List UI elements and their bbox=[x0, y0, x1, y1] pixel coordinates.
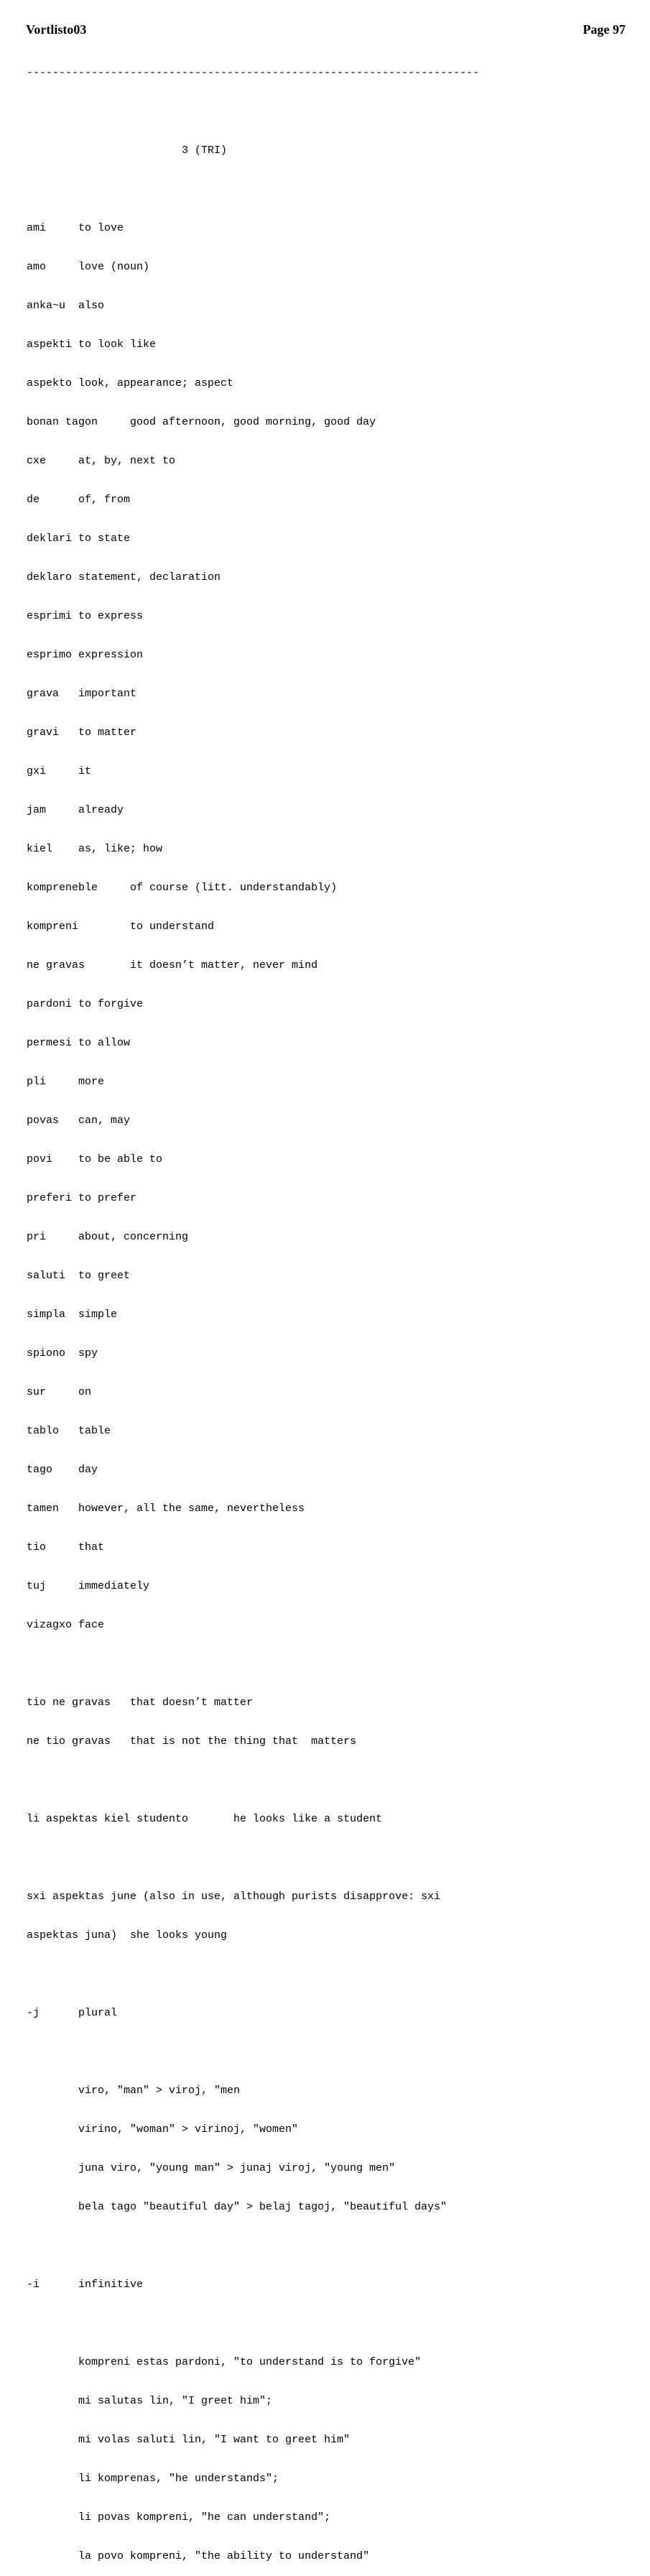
text-line bbox=[27, 2046, 479, 2059]
vocab-entry: amo love (noun) bbox=[27, 261, 150, 273]
vocab-entry: tio that bbox=[27, 1541, 105, 1554]
vocab-entry: aspekti to look like bbox=[27, 338, 157, 351]
example-line: li komprenas, "he understands"; bbox=[27, 2473, 279, 2485]
example-line: la povo kompreni, "the ability to understand" bbox=[27, 2550, 370, 2562]
vocab-entry: tamen however, all the same, nevertheless bbox=[27, 1502, 305, 1515]
vocab-entry: ne gravas it doesn’t matter, never mind bbox=[27, 959, 318, 971]
vocab-entry: sur on bbox=[27, 1386, 92, 1398]
vocab-entry: anka~u also bbox=[27, 300, 105, 312]
vocab-entry: pri about, concerning bbox=[27, 1231, 189, 1243]
vocab-entry: vizagxo face bbox=[27, 1619, 105, 1631]
vocab-entry: gxi it bbox=[27, 765, 92, 777]
vocab-entry: preferi to prefer bbox=[27, 1192, 137, 1204]
page-number: Page 97 bbox=[582, 22, 626, 37]
phrase-line: ne tio gravas that is not the thing that matters bbox=[27, 1735, 357, 1748]
vocab-entry: povi to be able to bbox=[27, 1153, 163, 1165]
text-line bbox=[27, 2317, 479, 2330]
vocab-entry: povas can, may bbox=[27, 1114, 131, 1127]
example-line: juna viro, "young man" > junaj viroj, "young men" bbox=[27, 2162, 396, 2174]
phrase-line: aspektas juna) she looks young bbox=[27, 1929, 228, 1942]
vocab-entry: saluti to greet bbox=[27, 1270, 131, 1282]
vocab-entry: aspekto look, appearance; aspect bbox=[27, 377, 234, 389]
section-heading: 3 (TRI) bbox=[27, 144, 228, 157]
example-line: viro, "man" > viroj, "men bbox=[27, 2085, 241, 2097]
text-line bbox=[27, 1658, 479, 1671]
vocab-entry: tuj immediately bbox=[27, 1580, 150, 1592]
example-line: virino, "woman" > virinoj, "women" bbox=[27, 2123, 299, 2136]
vocab-entry: ami to love bbox=[27, 222, 124, 234]
vocab-entry: esprimi to express bbox=[27, 610, 144, 622]
grammar-heading: -i infinitive bbox=[27, 2279, 144, 2291]
phrase-line: li aspektas kiel studento he looks like a student bbox=[27, 1813, 383, 1825]
example-line: bela tago "beautiful day" > belaj tagoj, "beautiful days" bbox=[27, 2201, 447, 2213]
vocab-entry: kompreneble of course (litt. understandably) bbox=[27, 882, 338, 894]
vocab-entry: jam already bbox=[27, 804, 124, 816]
vocab-entry: esprimo expression bbox=[27, 649, 144, 661]
phrase-line: sxi aspektas june (also in use, although purists disapprove: sxi bbox=[27, 1891, 441, 1903]
text-line bbox=[27, 106, 479, 119]
phrase-line: tio ne gravas that doesn’t matter bbox=[27, 1696, 254, 1709]
text-line bbox=[27, 2240, 479, 2253]
grammar-heading: -j plural bbox=[27, 2007, 118, 2019]
example-line: mi salutas lin, "I greet him"; bbox=[27, 2395, 273, 2407]
example-line: mi volas saluti lin, "I want to greet him" bbox=[27, 2434, 350, 2446]
text-line bbox=[27, 1774, 479, 1787]
vocab-entry: tago day bbox=[27, 1464, 98, 1476]
vocab-entry: simpla simple bbox=[27, 1308, 118, 1321]
text-line bbox=[27, 1968, 479, 1981]
vocab-entry: gravi to matter bbox=[27, 726, 137, 739]
vocab-entry: kiel as, like; how bbox=[27, 843, 163, 855]
vocab-entry: pli more bbox=[27, 1076, 105, 1088]
document-body bbox=[27, 41, 479, 2576]
document-title: Vortlisto03 bbox=[26, 22, 87, 37]
vocab-entry: pardoni to forgive bbox=[27, 998, 144, 1010]
example-line: kompreni estas pardoni, "to understand is to forgive" bbox=[27, 2356, 422, 2368]
vocab-entry: deklaro statement, declaration bbox=[27, 571, 221, 583]
vocab-entry: cxe at, by, next to bbox=[27, 455, 176, 467]
vocab-entry: kompreni to understand bbox=[27, 920, 215, 933]
separator-line: ---------------------------------------------------------------------- bbox=[27, 67, 480, 79]
vocab-entry: permesi to allow bbox=[27, 1037, 131, 1049]
vocab-entry: de of, from bbox=[27, 494, 131, 506]
vocab-entry: spiono spy bbox=[27, 1347, 98, 1359]
vocab-entry: deklari to state bbox=[27, 532, 131, 545]
example-line: li povas kompreni, "he can understand"; bbox=[27, 2511, 331, 2524]
vocab-entry: bonan tagon good afternoon, good morning, good day bbox=[27, 416, 376, 428]
text-line bbox=[27, 1852, 479, 1865]
vocab-entry: tablo table bbox=[27, 1425, 111, 1437]
vocab-entry: grava important bbox=[27, 688, 137, 700]
text-line bbox=[27, 183, 479, 196]
